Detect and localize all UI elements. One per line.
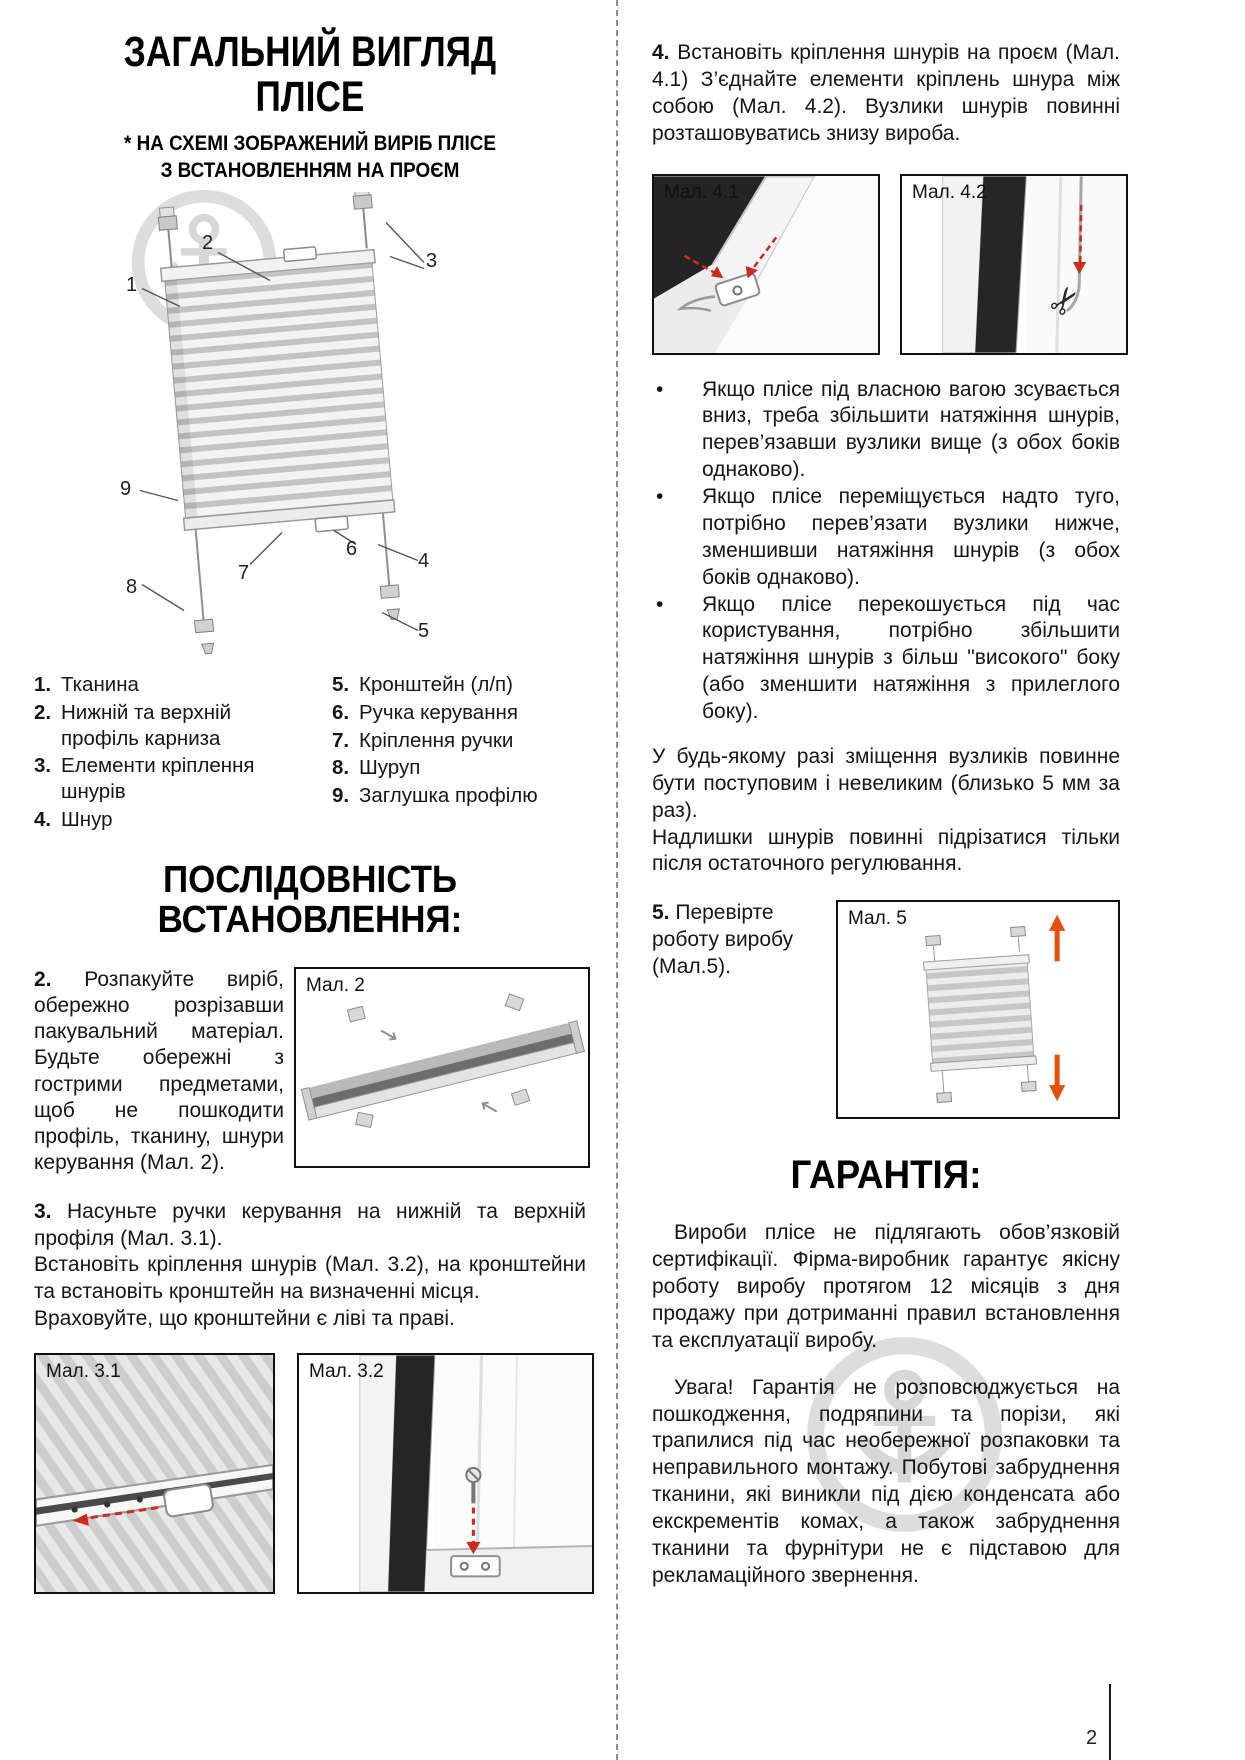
callout-2: 2	[202, 231, 214, 254]
page-title-line1: ЗАГАЛЬНИЙ ВИГЛЯД	[123, 28, 497, 76]
legend-item-7: 7. Кріплення ручки	[332, 728, 514, 752]
figure-2-label: Мал. 2	[306, 974, 365, 996]
diagram-note-line1: * НА СХЕМІ ЗОБРАЖЕНИЙ ВИРІБ ПЛІСЕ	[123, 132, 497, 156]
note-1: У будь-якому разі зміщення вузликів повинне бути поступовим і невеликим (близько 5 мм за раз).	[652, 744, 1120, 822]
figure-3-1	[34, 1353, 275, 1594]
callout-9: 9	[120, 477, 132, 500]
callout-5: 5	[418, 619, 430, 642]
diagram-note	[34, 131, 586, 184]
note-2: Надлишки шнурів повинні підрізатися тільки після остаточного регулювання.	[652, 825, 1120, 876]
legend-item-9: 9. Заглушка профілю	[332, 784, 538, 808]
callout-3: 3	[426, 249, 438, 272]
callout-6: 6	[346, 537, 358, 560]
page-title	[34, 30, 586, 119]
figure-3-2-drawing	[299, 1355, 592, 1592]
legend-item-4: 4. Шнур	[34, 808, 113, 832]
figure-2	[294, 967, 590, 1168]
tip-item-1: • Якщо плісе під власною вагою зсувається вниз, треба збільшити натяжіння шнурів, перев’язавши вузлики вище (з обох боків однаково).	[652, 377, 1120, 485]
callout-1: 1	[126, 273, 138, 296]
blind-drawing	[34, 192, 586, 658]
step-5-text: 5. Перевірте роботу виробу (Мал.5).	[652, 901, 794, 978]
warranty-title: ГАРАНТІЯ:	[790, 1153, 982, 1198]
callout-8: 8	[126, 575, 138, 598]
figure-5	[836, 900, 1120, 1119]
step-3-number: 3.	[34, 1199, 52, 1223]
step-2	[34, 967, 586, 1177]
legend-item-1: 1. Тканина	[34, 672, 139, 696]
legend-item-5: 5. Кронштейн (л/п)	[332, 672, 513, 696]
legend-item-8: 8. Шуруп	[332, 756, 421, 780]
figure-2-drawing	[296, 969, 588, 1166]
figure-4-2	[900, 174, 1128, 355]
bullet-icon: •	[656, 592, 664, 616]
step-4-number: 4.	[652, 41, 670, 64]
callout-4: 4	[418, 549, 430, 572]
page-number-block	[1086, 1684, 1111, 1760]
step-3-text-2: Встановіть кріплення шнурів (Мал. 3.2), на кронштейни та встановіть кронштейн на визначенні місця.	[34, 1253, 586, 1304]
step-3	[34, 1199, 586, 1333]
figure-3-1-drawing	[36, 1355, 273, 1592]
parts-legend	[34, 672, 586, 835]
legend-column-1	[34, 672, 302, 835]
bullet-icon: •	[656, 485, 664, 508]
step-2-text: 2. Розпакуйте виріб, обережно розрізавши пакувальний матеріал. Будьте обережні з гострими предметами, щоб не пошкодити профіль, тканину, шнури керування (Мал. 2).	[34, 967, 284, 1175]
section-title: ПОСЛІДОВНІСТЬ ВСТАНОВЛЕННЯ:	[157, 858, 463, 941]
page-title-line2: ПЛІСЕ	[255, 72, 365, 121]
scissors-icon: ✂	[1039, 276, 1091, 325]
step-2-number: 2.	[34, 967, 52, 991]
diagram-note-line2: З ВСТАНОВЛЕННЯМ НА ПРОЄМ	[160, 158, 460, 182]
figure-4-1	[652, 174, 880, 355]
legend-item-2: 2. Нижній та верхній профіль карниза	[34, 700, 232, 750]
legend-column-2	[332, 672, 584, 835]
legend-item-3: 3. Елементи кріплення шнурів	[34, 754, 255, 804]
warranty-paragraph-1: Вироби плісе не підлягають обов’язковій сертифікації. Фірма-виробник гарантує якісну роботу виробу протягом 12 місяців з дня продажу при дотриманні правил встановлення та експлуатації виробу.	[652, 1221, 1120, 1352]
figures-3-row	[34, 1353, 586, 1594]
step-4-text: 4. Встановіть кріплення шнурів на проєм (Мал. 4.1) З’єднайте елементи кріплень шнура між собою (Мал. 4.2). Вузлики шнурів повинні розташовуватись знизу вироба.	[652, 41, 1120, 145]
callout-7: 7	[238, 561, 250, 584]
adjustment-notes	[652, 744, 1120, 878]
step-3-text-3: Враховуйте, що кронштейни є ліві та праві.	[34, 1307, 455, 1331]
page-number-rule	[1109, 1684, 1111, 1760]
tip-item-3: • Якщо плісе перекошується під час користування, потрібно збільшити натяжіння шнурів з більш "високого" боку (або зменшити натяжіння з прилеглого боку).	[652, 592, 1120, 726]
figure-4-1-label: Мал. 4.1	[664, 181, 739, 203]
figures-4-row	[652, 174, 1120, 355]
blind-overview-diagram	[34, 192, 586, 658]
warranty-section	[652, 1220, 1120, 1589]
adjustment-tips	[652, 377, 1120, 726]
figure-3-1-label: Мал. 3.1	[46, 1361, 121, 1383]
legend-item-6: 6. Ручка керування	[332, 700, 518, 724]
step-5-number: 5.	[652, 901, 670, 925]
tip-item-2: • Якщо плісе переміщується надто туго, потрібно перев’язати вузлики нижче, зменшивши натяжіння шнурів (з обох боків однаково).	[652, 484, 1120, 592]
figure-5-drawing	[838, 902, 1118, 1117]
bullet-icon: •	[656, 377, 664, 401]
warranty-paragraph-2: Увага! Гарантія не розповсюджується на пошкодження, подряпини та порізи, які трапилися під час необережної розпаковки та неправильного монтажу. Побутові забруднення тканини, які виникли під дією конденсата або екскрементів комах, а також забруднення тканини та фурнітури не є підставою для рекламаційного звернення.	[652, 1375, 1120, 1587]
right-column	[652, 40, 1120, 1590]
figure-5-label: Мал. 5	[848, 908, 907, 930]
column-divider	[616, 0, 618, 1760]
figure-3-2	[297, 1353, 594, 1594]
page-number: 2	[1086, 1727, 1098, 1749]
left-column	[34, 30, 586, 1594]
step-5	[652, 900, 1120, 1119]
figure-4-2-label: Мал. 4.2	[912, 181, 987, 203]
figure-3-2-label: Мал. 3.2	[309, 1361, 384, 1383]
step-3-text-1: 3. Насуньте ручки керування на нижній та верхній профіля (Мал. 3.1).	[34, 1199, 586, 1250]
